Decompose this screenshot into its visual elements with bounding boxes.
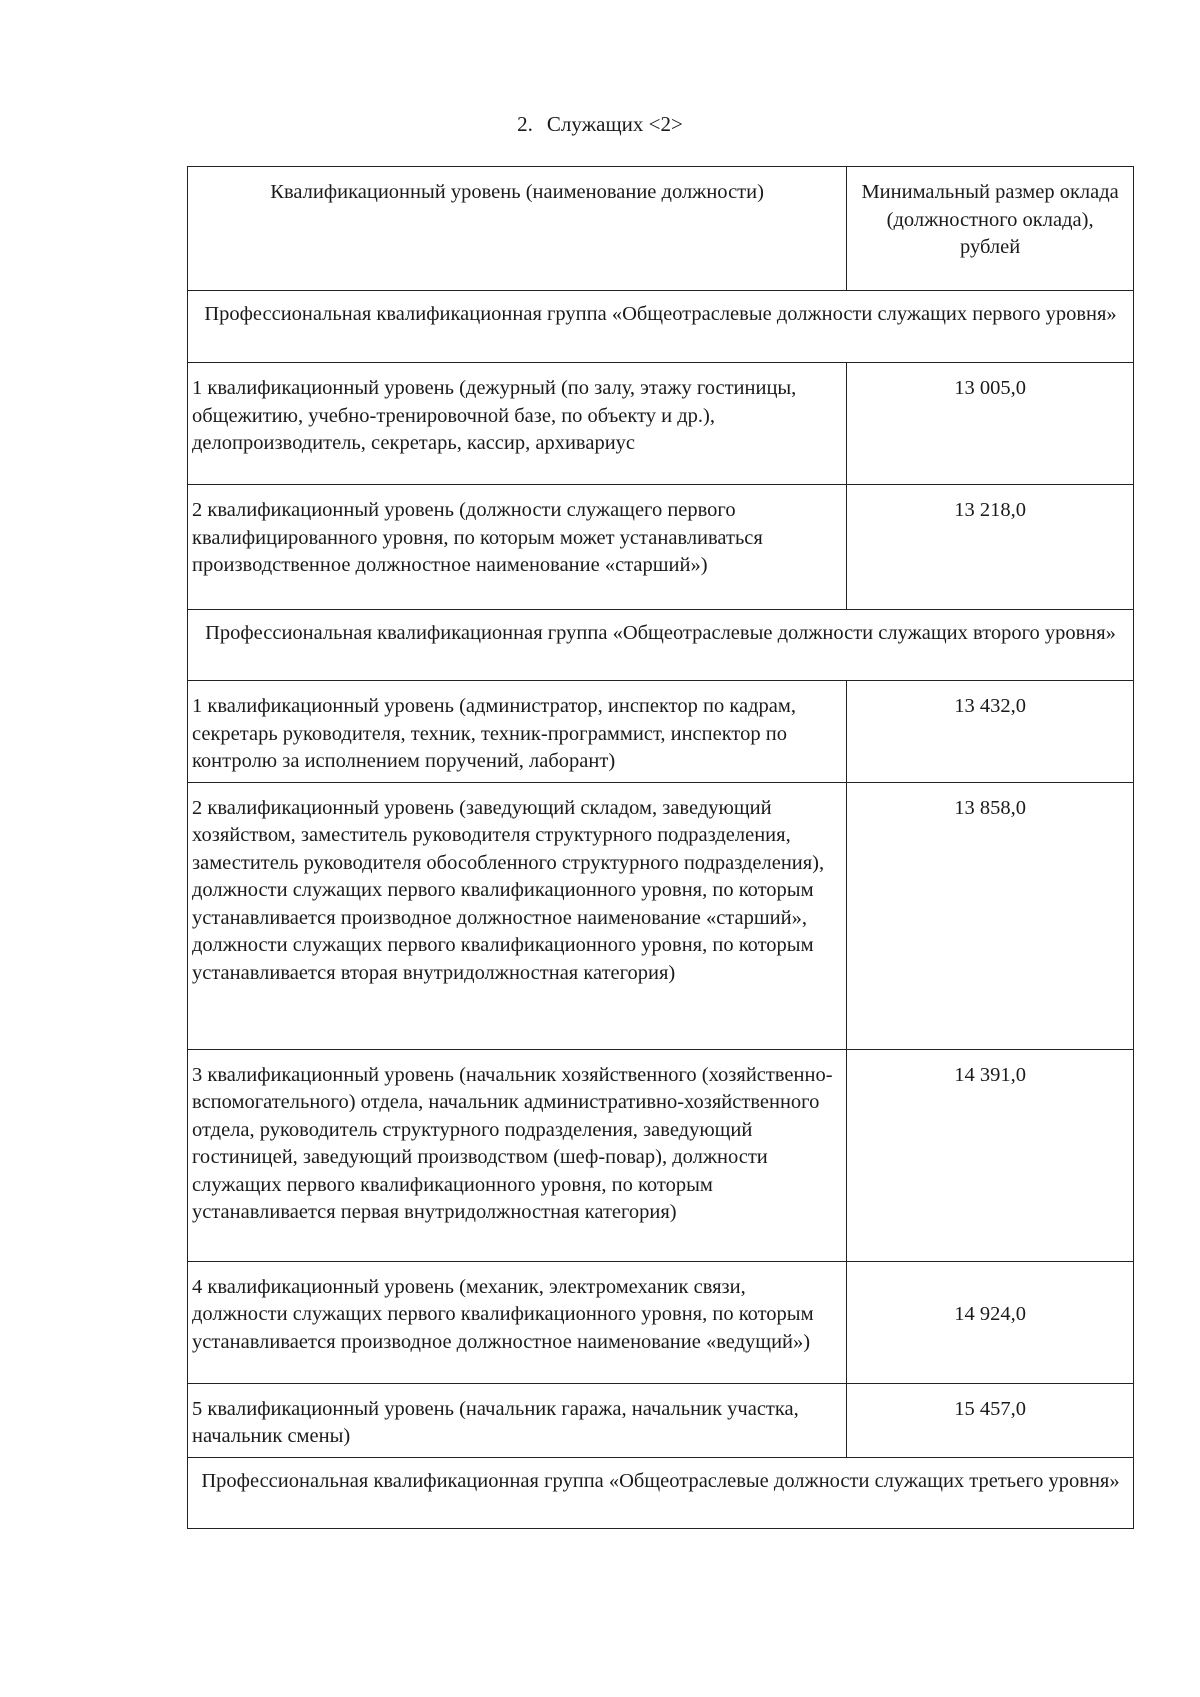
level-cell: 3 квалификационный уровень (начальник хозяйственного (хозяйственно-вспомогательного) отдела, начальник административно-хозяйственного отдела, руководитель структурного подразделения, заведующий гостиницей, заведующий производством (шеф-повар), должности служащих первого квалификационного уровня, по которым устанавливается первая внутридолжностная категория): [188, 1049, 847, 1261]
table-row: [188, 782, 1134, 1049]
table-row: [188, 1049, 1134, 1261]
salary-cell: 13 432,0: [847, 681, 1134, 783]
salary-cell: 15 457,0: [847, 1383, 1134, 1457]
salary-cell: 14 924,0: [847, 1261, 1134, 1383]
salary-cell: 13 005,0: [847, 363, 1134, 485]
table-row: [188, 1261, 1134, 1383]
group-title: Профессиональная квалификационная группа «Общеотраслевые должности служащих первого уровня»: [188, 291, 1134, 363]
level-cell: 2 квалификационный уровень (заведующий складом, заведующий хозяйством, заместитель руководителя структурного подразделения, заместитель руководителя обособленного структурного подразделения), должности служащих первого квалификационного уровня, по которым устанавливается производное должностное наименование «старший», должности служащих первого квалификационного уровня, по которым устанавливается вторая внутридолжностная категория): [188, 782, 847, 1049]
level-cell: 2 квалификационный уровень (должности служащего первого квалифицированного уровня, по которым может устанавливаться производственное должностное наименование «старший»): [188, 485, 847, 610]
section-title: Служащих <2>: [546, 112, 683, 136]
level-cell: 4 квалификационный уровень (механик, электромеханик связи, должности служащих первого квалификационного уровня, по которым устанавливается производное должностное наименование «ведущий»): [188, 1261, 847, 1383]
salary-table: [187, 166, 1134, 1529]
level-cell: 5 квалификационный уровень (начальник гаража, начальник участка, начальник смены): [188, 1383, 847, 1457]
header-salary: Минимальный размер оклада (должностного оклада), рублей: [847, 167, 1134, 291]
salary-cell: 13 218,0: [847, 485, 1134, 610]
group-title: Профессиональная квалификационная группа «Общеотраслевые должности служащих второго уровня»: [188, 610, 1134, 681]
group-row: [188, 1457, 1134, 1528]
salary-cell: 13 858,0: [847, 782, 1134, 1049]
salary-cell: 14 391,0: [847, 1049, 1134, 1261]
group-title: Профессиональная квалификационная группа «Общеотраслевые должности служащих третьего уровня»: [188, 1457, 1134, 1528]
section-heading: [0, 112, 1200, 137]
header-level: Квалификационный уровень (наименование должности): [188, 167, 847, 291]
table-row: [188, 681, 1134, 783]
section-number: 2.: [517, 112, 533, 136]
level-cell: 1 квалификационный уровень (администратор, инспектор по кадрам, секретарь руководителя, техник, техник-программист, инспектор по контролю за исполнением поручений, лаборант): [188, 681, 847, 783]
group-row: [188, 610, 1134, 681]
table-row: [188, 363, 1134, 485]
table-row: [188, 1383, 1134, 1457]
table-header-row: [188, 167, 1134, 291]
group-row: [188, 291, 1134, 363]
level-cell: 1 квалификационный уровень (дежурный (по залу, этажу гостиницы, общежитию, учебно-тренировочной базе, по объекту и др.), делопроизводитель, секретарь, кассир, архивариус: [188, 363, 847, 485]
table-row: [188, 485, 1134, 610]
